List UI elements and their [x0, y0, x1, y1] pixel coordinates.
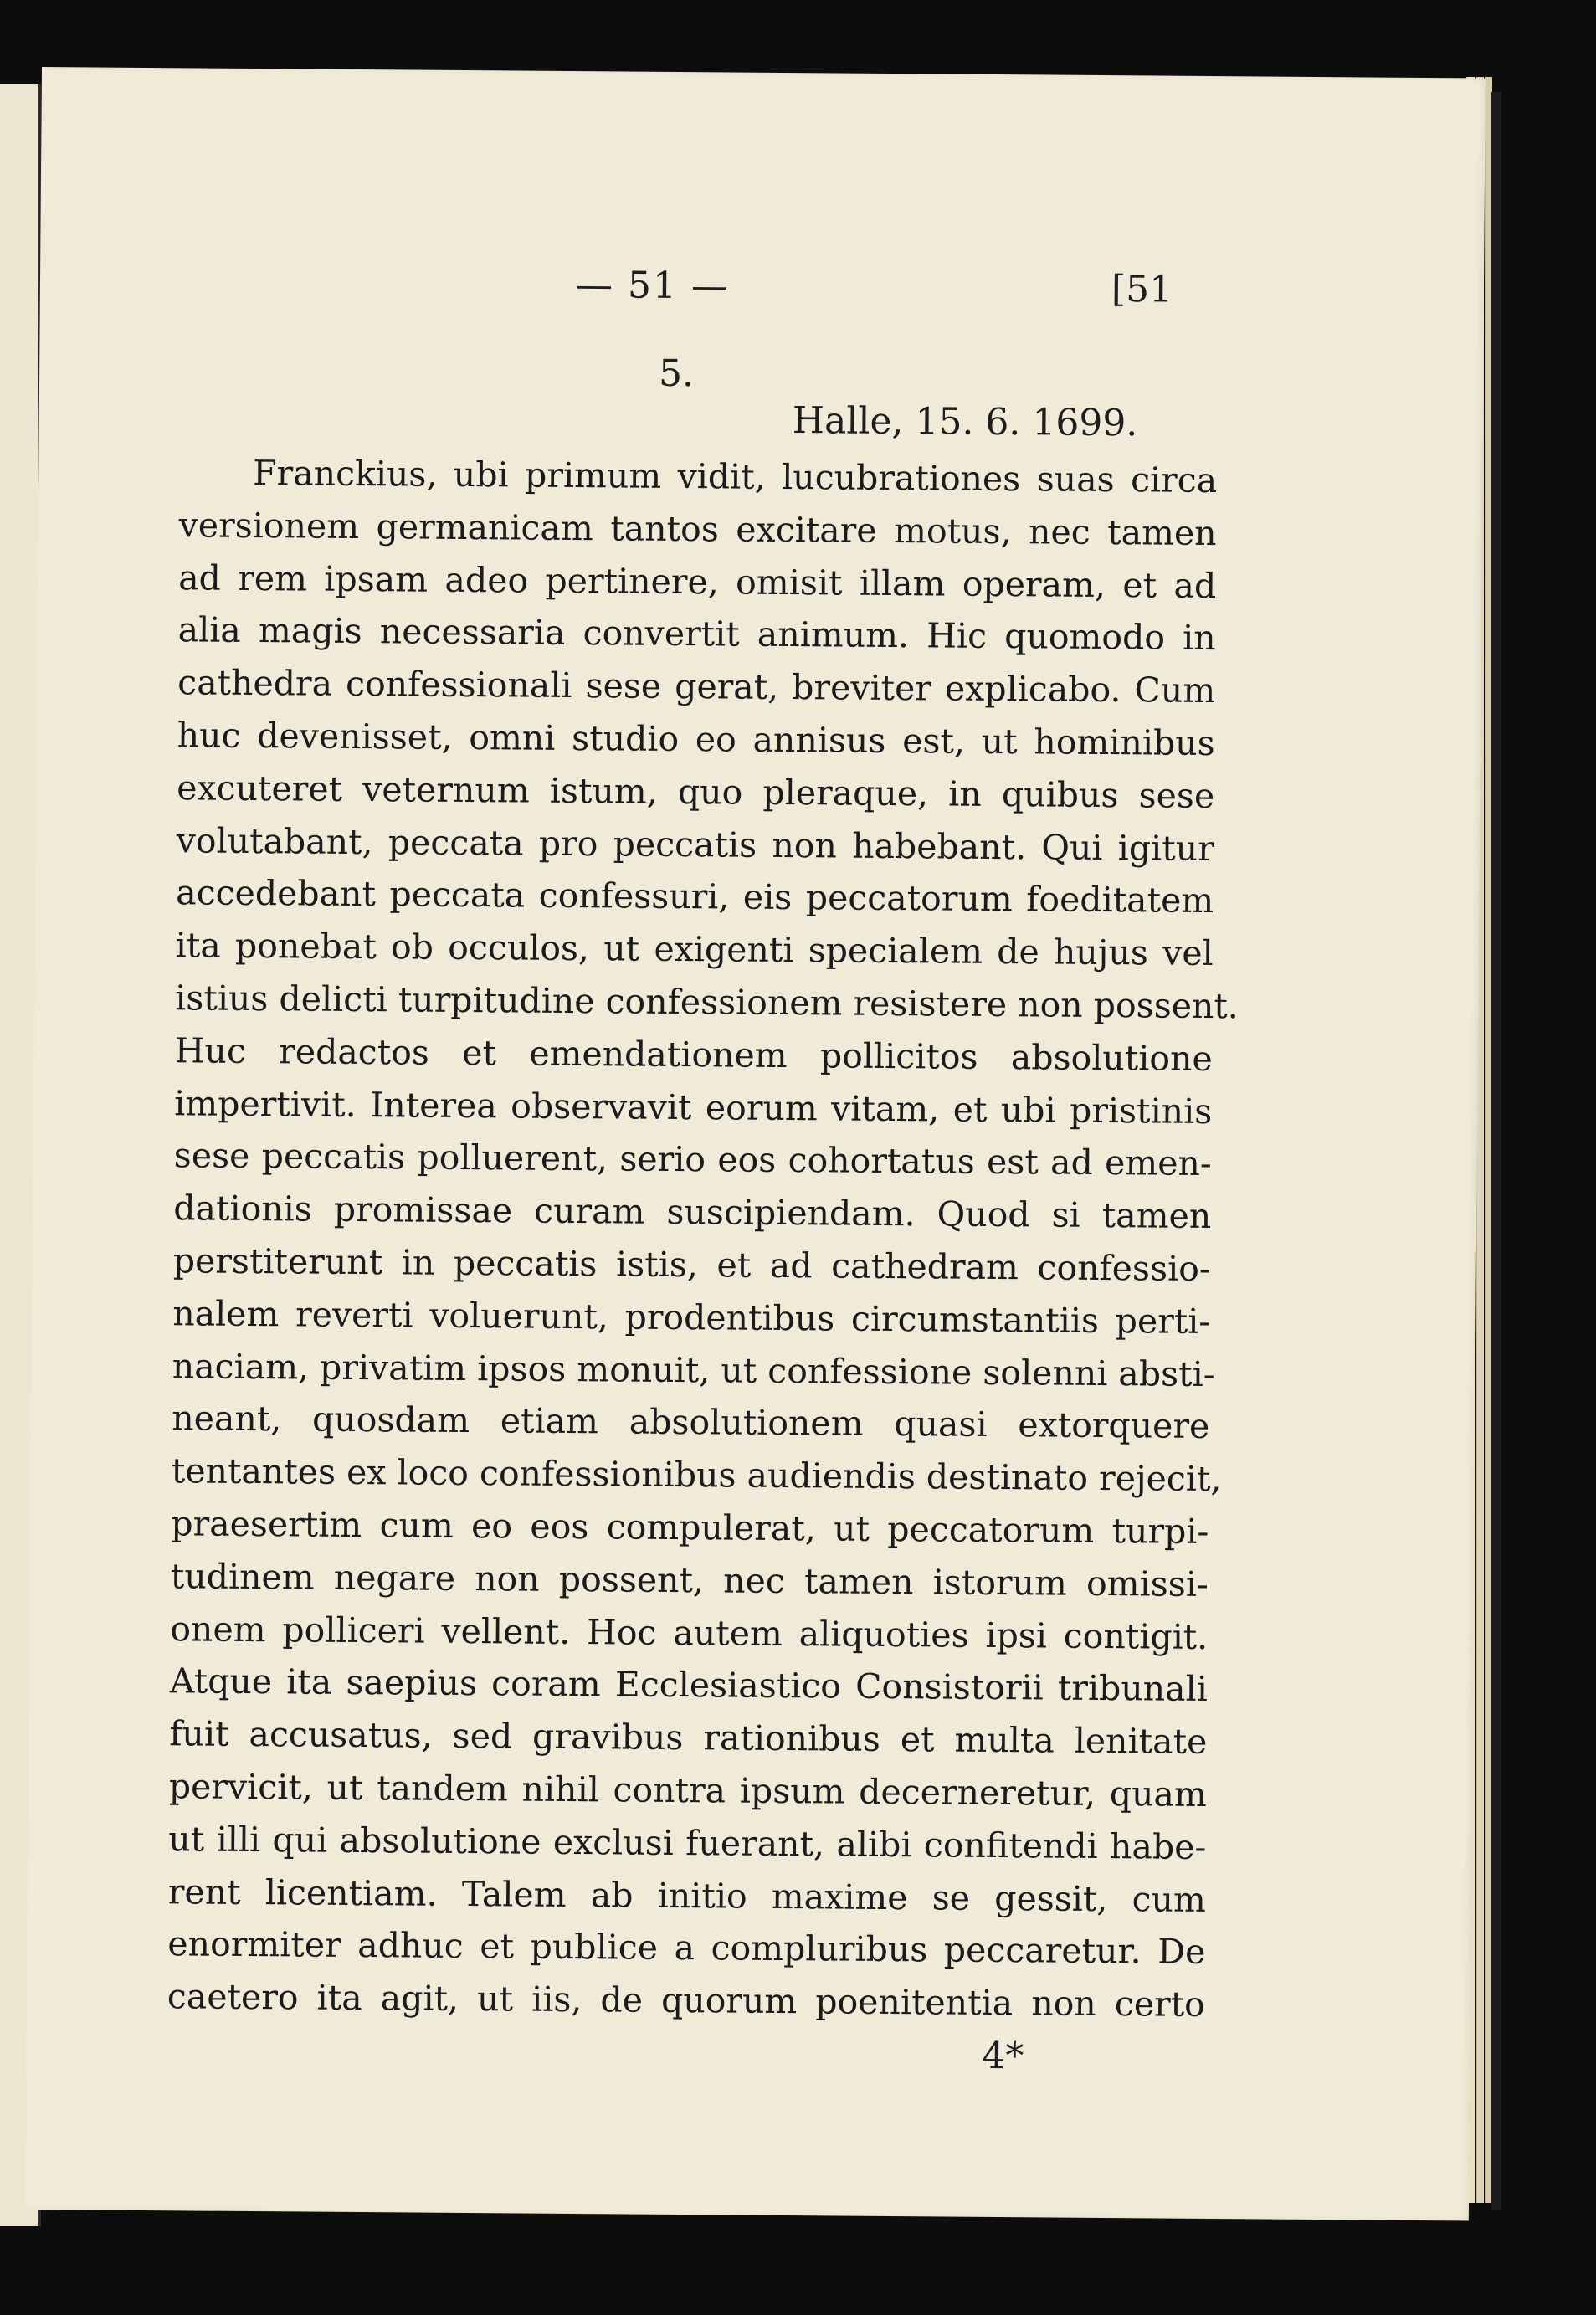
text-line: tentantes ex loco confessionibus audiendis destinato rejecit,	[171, 1450, 1222, 1500]
page-number: — 51 —	[575, 264, 731, 308]
signature-mark: 4*	[982, 2034, 1024, 2078]
text-line: enormiter adhuc et publice a compluribus peccaretur. De	[167, 1923, 1206, 1973]
text-line: istius delicti turpitudine confessionem resistere non possent.	[175, 978, 1239, 1027]
text-line: ut illi qui absolutione exclusi fuerant, alibi confitendi habe-	[168, 1818, 1207, 1867]
text-line: huc devenisset, omni studio eo annisus est, ut hominibus	[177, 715, 1215, 764]
text-line: pervicit, ut tandem nihil contra ipsum decerneretur, quam	[168, 1766, 1208, 1815]
text-line: versionem germanicam tantos excitare motus, nec tamen	[178, 505, 1217, 553]
text-line: praesertim cum eo eos compulerat, ut peccatorum turpi-	[171, 1503, 1209, 1552]
book-page	[25, 67, 1486, 2220]
text-line: Atque ita saepius coram Ecclesiastico Consistorii tribunali	[169, 1661, 1209, 1710]
place-date: Halle, 15. 6. 1699.	[792, 399, 1138, 445]
text-line: Huc redactos et emendationem pollicitos absolutione	[174, 1030, 1213, 1079]
text-line: Franckius, ubi primum vidit, lucubrationes suas circa	[253, 452, 1218, 501]
text-line: fuit accusatus, sed gravibus rationibus et multa lenitate	[169, 1713, 1208, 1763]
book-spine-edge	[1491, 92, 1501, 2210]
text-line: alia magis necessaria convertit animum. Hic quomodo in	[177, 609, 1216, 659]
text-line: volutabant, peccata pro peccatis non habebant. Qui igitur	[176, 819, 1214, 869]
text-line: accedebant peccata confessuri, eis peccatorum foeditatem	[176, 872, 1214, 921]
body-text	[167, 446, 1239, 2031]
original-page-marker: [51	[1111, 268, 1173, 311]
text-line: nalem reverti voluerunt, prodentibus circumstantiis perti-	[172, 1293, 1211, 1342]
text-line: neant, quosdam etiam absolutionem quasi extorquere	[172, 1398, 1210, 1447]
text-line: sese peccatis polluerent, serio eos cohortatus est ad emen-	[173, 1135, 1212, 1184]
running-head	[40, 259, 1485, 338]
text-line: ita ponebat ob occulos, ut exigenti specialem de hujus vel	[175, 925, 1214, 974]
text-line: rent licentiam. Talem ab initio maxime se gessit, cum	[167, 1871, 1207, 1920]
text-line: onem polliceri vellent. Hoc autem aliquoties ipsi contigit.	[170, 1608, 1209, 1657]
text-line: tudinem negare non possent, nec tamen istorum omissi-	[170, 1555, 1209, 1604]
text-line: cathedra confessionali sese gerat, breviter explicabo. Cum	[177, 662, 1216, 711]
text-line: ad rem ipsam adeo pertinere, omisit illam operam, et ad	[178, 557, 1217, 606]
text-line: naciam, privatim ipsos monuit, ut confessione solenni absti-	[172, 1345, 1215, 1394]
document-number: 5.	[658, 352, 695, 396]
text-line: impertivit. Interea observavit eorum vitam, et ubi pristinis	[174, 1082, 1213, 1132]
text-line: perstiterunt in peccatis istis, et ad cathedram confessio-	[172, 1240, 1211, 1289]
text-line: dationis promissae curam suscipiendam. Quod si tamen	[173, 1188, 1212, 1237]
text-line: excuteret veternum istum, quo pleraque, in quibus sese	[177, 767, 1215, 816]
text-line: caetero ita agit, ut iis, de quorum poenitentia non certo	[167, 1976, 1206, 2025]
